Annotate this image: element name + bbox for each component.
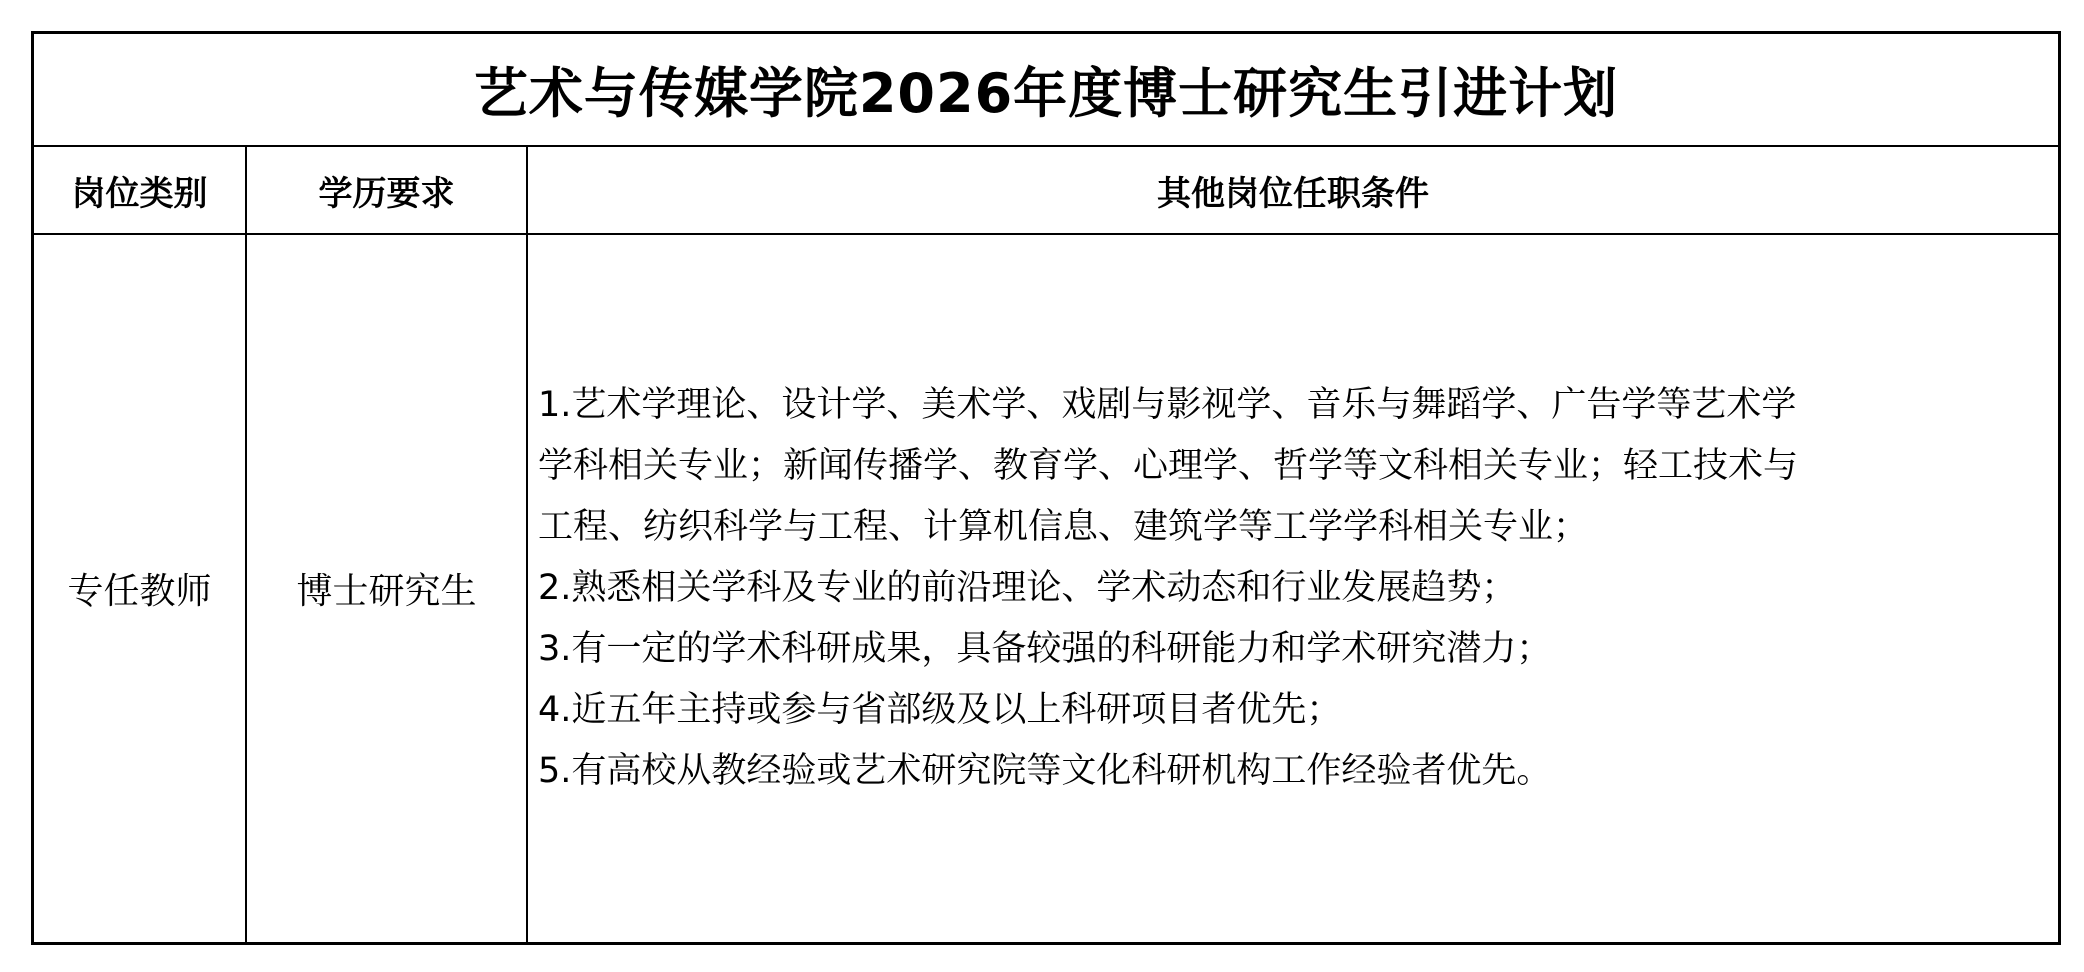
- header-conditions: 其他岗位任职条件: [527, 146, 2058, 234]
- table-title: 艺术与传媒学院2026年度博士研究生引进计划: [34, 34, 2058, 146]
- condition-item-4: 4.近五年主持或参与省部级及以上科研项目者优先；: [538, 690, 1342, 730]
- condition-item-5: 5.有高校从教经验或艺术研究院等文化科研机构工作经验者优先。: [538, 751, 1552, 791]
- conditions-list: [538, 375, 1828, 802]
- header-category: 岗位类别: [34, 146, 246, 234]
- cell-category: 专任教师: [34, 234, 246, 942]
- title-row: [34, 34, 2058, 146]
- recruitment-plan-table: [34, 34, 2058, 942]
- cell-conditions: [527, 234, 2058, 942]
- table-row: [34, 234, 2058, 942]
- recruitment-plan-frame: [31, 31, 2061, 945]
- cell-education: 博士研究生: [246, 234, 527, 942]
- header-row: [34, 146, 2058, 234]
- header-education: 学历要求: [246, 146, 527, 234]
- condition-item-3: 3.有一定的学术科研成果，具备较强的科研能力和学术研究潜力；: [538, 629, 1552, 669]
- condition-item-1: 1.艺术学理论、设计学、美术学、戏剧与影视学、音乐与舞蹈学、广告学等艺术学学科相关专业；新闻传播学、教育学、心理学、哲学等文科相关专业；轻工技术与工程、纺织科学与工程、计算机信息、建筑学等工学学科相关专业；: [538, 385, 1799, 547]
- condition-item-2: 2.熟悉相关学科及专业的前沿理论、学术动态和行业发展趋势；: [538, 568, 1517, 608]
